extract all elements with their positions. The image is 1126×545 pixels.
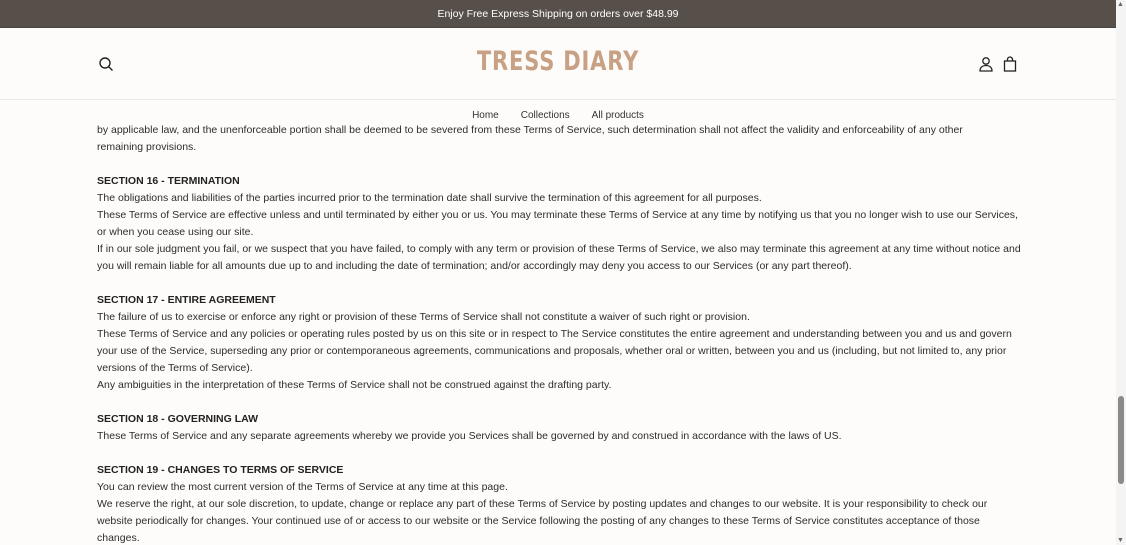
main-nav [0,101,1116,121]
logo[interactable]: TRESS DIARY [476,46,640,77]
section-heading: SECTION 19 - CHANGES TO TERMS OF SERVICE [97,464,344,476]
section-heading: SECTION 18 - GOVERNING LAW [97,413,259,425]
paragraph: If in our sole judgment you fail, or we suspect that you have failed, to comply with any term or provision of these Terms of Service, we also may terminate this agreement at any time without notice and you will remain liable for all amounts due up to and including the date of termination; and/or accordingly may deny you access to our Services (or any part thereof). [97,243,1021,272]
scrollbar-thumb[interactable] [1118,396,1124,484]
paragraph: Any ambiguities in the interpretation of these Terms of Service shall not be construed against the drafting party. [97,379,612,391]
scroll-down-icon[interactable]: ▼ [1117,537,1124,544]
announcement-bar [0,0,1116,28]
paragraph: These Terms of Service are effective unless and until terminated by either you or us. You may terminate these Terms of Service at any time by notifying us that you no longer wish to use our Services, or when you cease using our site. [97,209,1018,238]
paragraph: remaining provisions. [97,141,197,153]
scrollbar[interactable] [1116,0,1126,545]
scroll-up-icon[interactable]: ▲ [1117,1,1124,8]
terms-content [97,122,1022,545]
announcement-text: Enjoy Free Express Shipping on orders over $48.99 [437,7,679,20]
account-icon[interactable] [978,56,994,72]
cart-icon[interactable] [1002,56,1018,72]
paragraph: The obligations and liabilities of the parties incurred prior to the termination date shall survive the termination of this agreement for all purposes. [97,192,762,204]
paragraph: We reserve the right, at our sole discretion, to update, change or replace any part of these Terms of Service by posting updates and changes to our website. It is your responsibility to check our website periodically for changes. Your continued use of or access to our website or the Service following the posting of any changes to these Terms of Service constitutes acceptance of those changes. [97,498,988,544]
partial-line: by applicable law, and the unenforceable portion shall be deemed to be severed from these Terms of Service, such determination shall not affect the validity and enforceability of any other [97,124,963,136]
nav-collections[interactable]: Collections [520,110,570,121]
nav-all-products[interactable]: All products [591,110,644,121]
section-heading: SECTION 16 - TERMINATION [97,175,240,187]
paragraph: The failure of us to exercise or enforce any right or provision of these Terms of Service shall not constitute a waiver of such right or provision. [97,311,750,323]
paragraph: You can review the most current version of the Terms of Service at any time at this page. [97,481,508,493]
nav-home[interactable]: Home [472,110,499,121]
site-header [0,28,1116,100]
search-icon[interactable] [98,56,114,72]
paragraph: These Terms of Service and any policies or operating rules posted by us on this site or in respect to The Service constitutes the entire agreement and understanding between you and us and govern your use of the Service, superseding any prior or contemporaneous agreements, communications and proposals, whether oral or written, between you and us (including, but not limited to, any prior versions of the Terms of Service). [97,328,1012,374]
section-heading: SECTION 17 - ENTIRE AGREEMENT [97,294,276,306]
paragraph: These Terms of Service and any separate agreements whereby we provide you Services shall be governed by and construed in accordance with the laws of US. [97,430,842,442]
